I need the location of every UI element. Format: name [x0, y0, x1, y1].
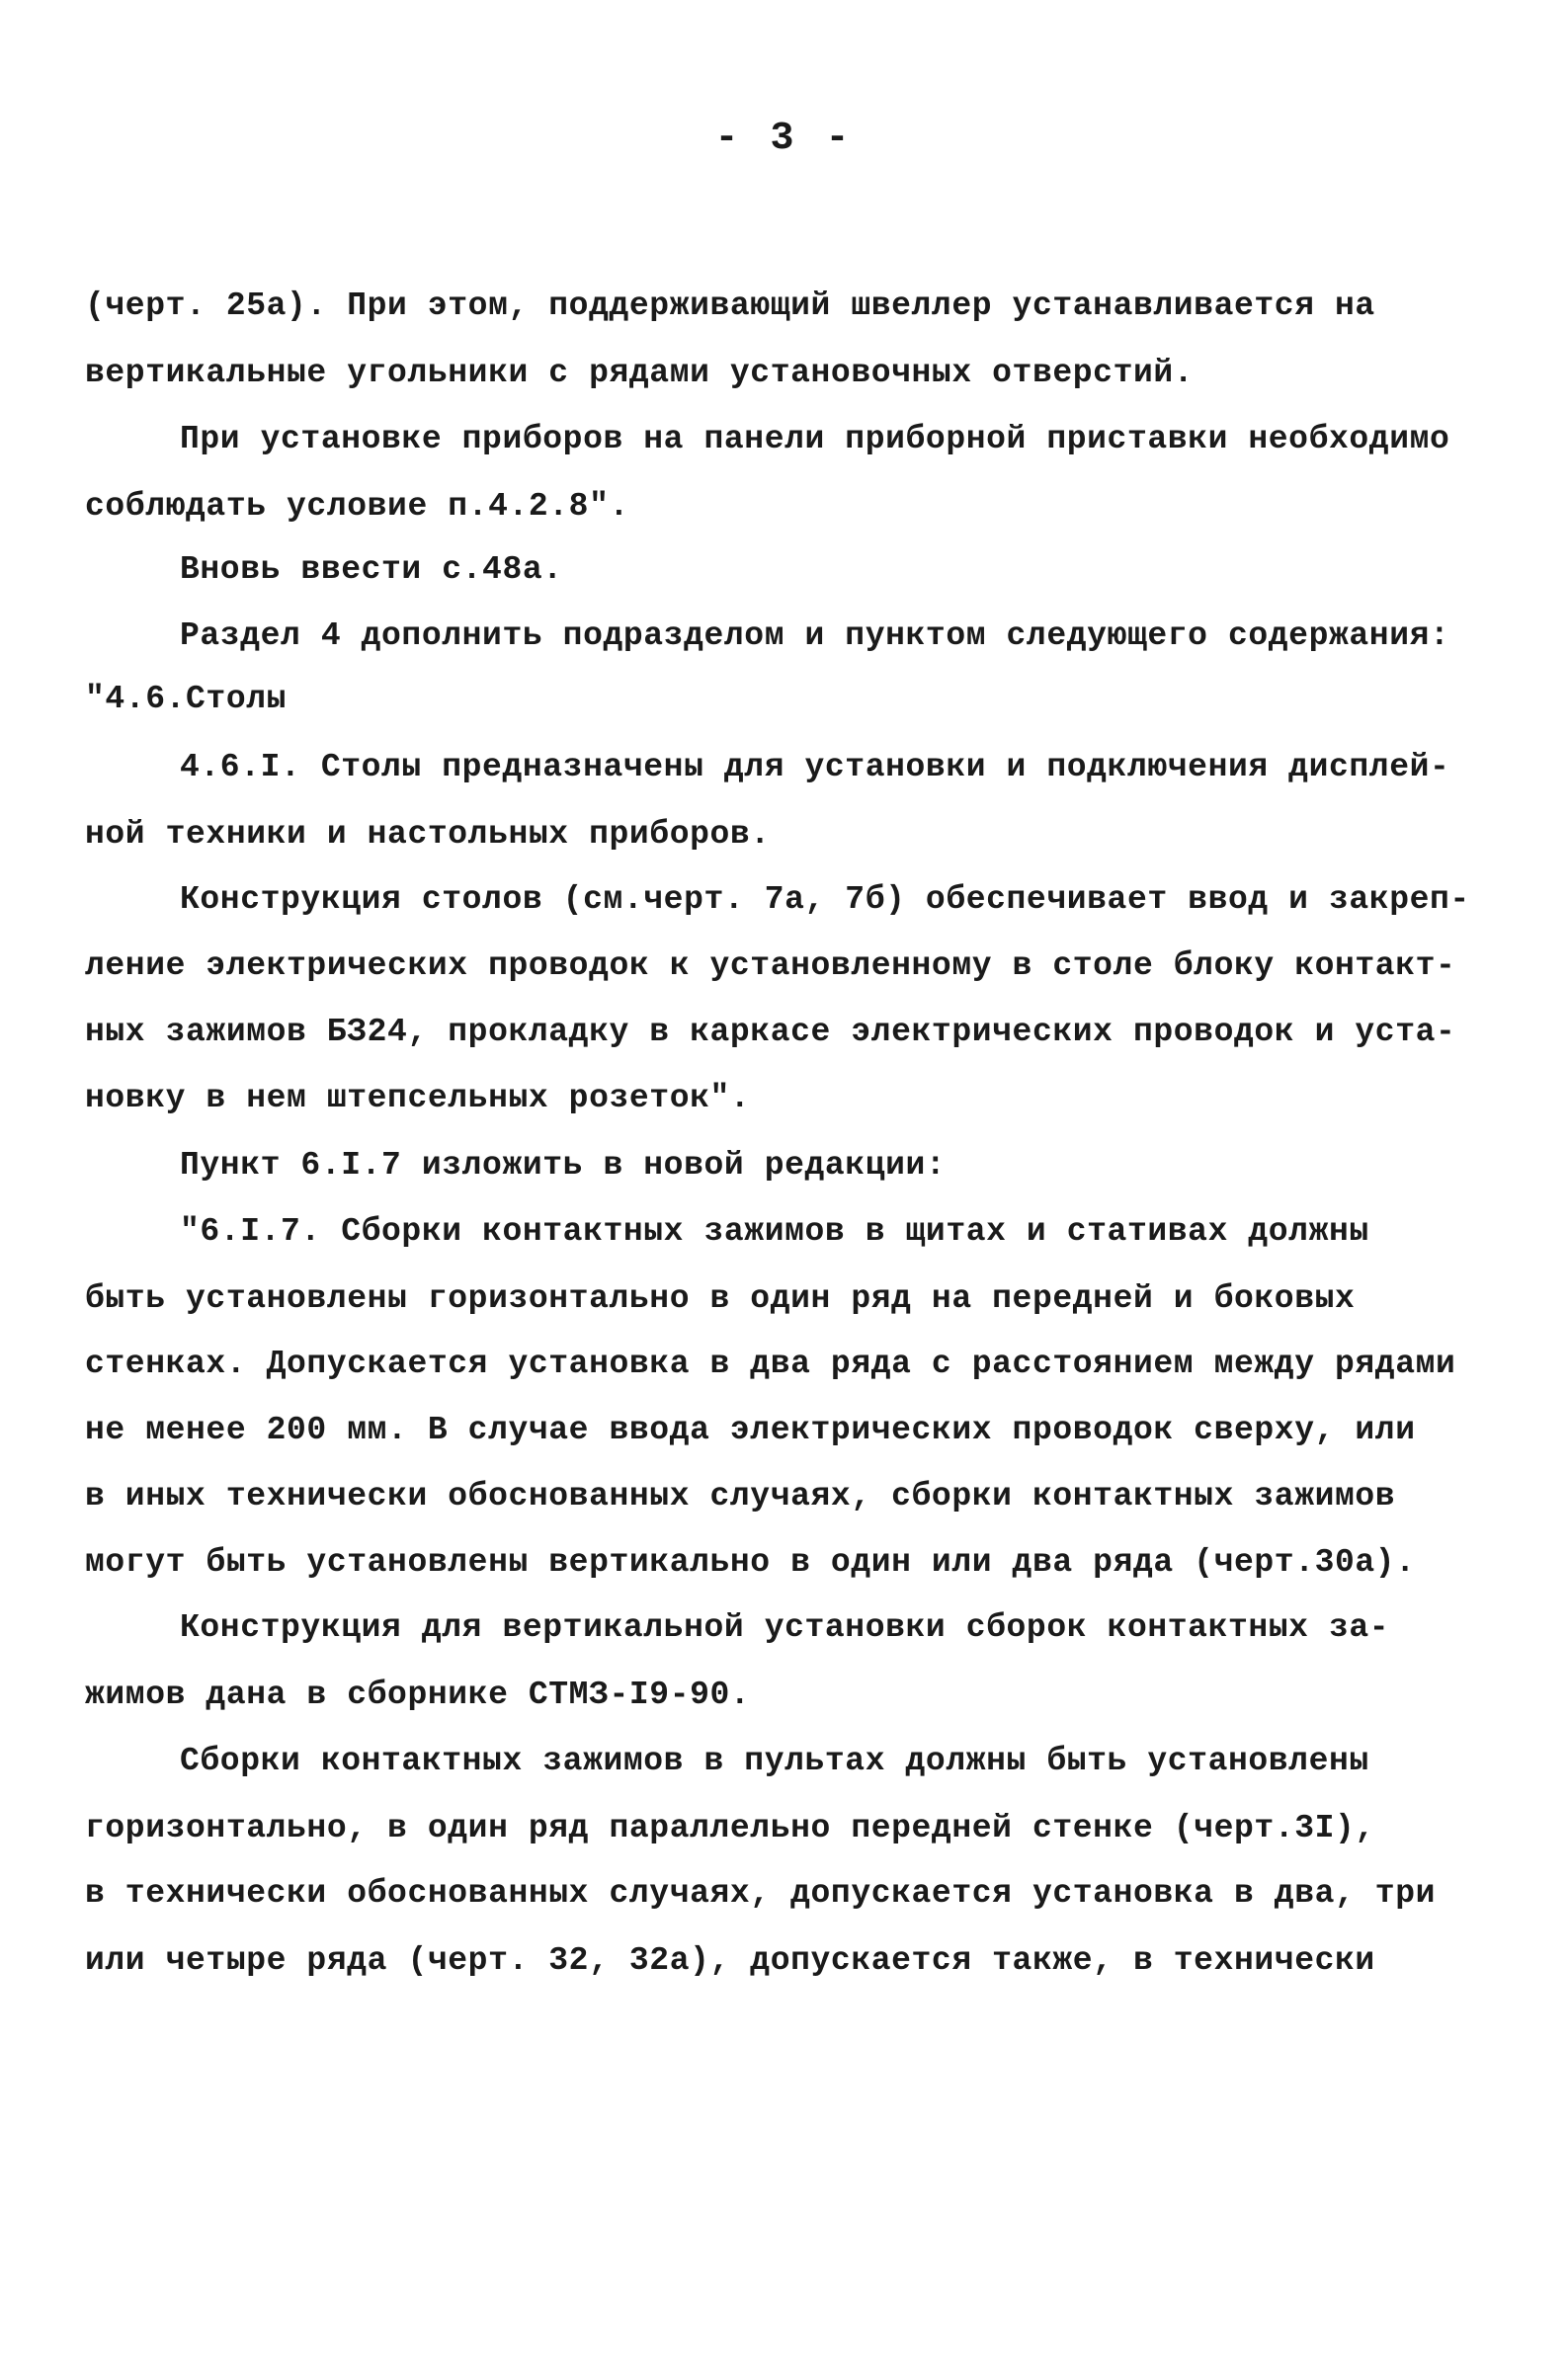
text-line: Вновь ввести с.48а. — [180, 551, 563, 588]
text-line: (черт. 25а). При этом, поддерживающий швеллер устанавливается на — [85, 287, 1375, 324]
text-line: "4.6.Столы — [85, 681, 288, 717]
text-line: жимов дана в сборнике СТМЗ-I9-90. — [85, 1677, 751, 1713]
text-line: ной техники и настольных приборов. — [85, 816, 771, 853]
text-line: Сборки контактных зажимов в пультах должны быть установлены — [180, 1743, 1369, 1779]
text-line: стенках. Допускается установка в два ряда с расстоянием между рядами — [85, 1346, 1456, 1382]
text-line: ных зажимов БЗ24, прокладку в каркасе электрических проводок и уста- — [85, 1014, 1456, 1050]
text-line: могут быть установлены вертикально в один или два ряда (черт.30а). — [85, 1544, 1416, 1581]
text-line: новку в нем штепсельных розеток". — [85, 1080, 751, 1116]
text-line: 4.6.I. Столы предназначены для установки и подключения дисплей- — [180, 749, 1450, 785]
text-line: вертикальные угольники с рядами установочных отверстий. — [85, 355, 1195, 391]
text-line: быть установлены горизонтально в один ряд на передней и боковых — [85, 1280, 1356, 1317]
text-line: или четыре ряда (черт. 32, 32а), допускается также, в технически — [85, 1942, 1375, 1979]
text-line: Конструкция столов (см.черт. 7а, 7б) обеспечивает ввод и закреп- — [180, 881, 1470, 918]
text-line: в технически обоснованных случаях, допускается установка в два, три — [85, 1875, 1437, 1912]
text-line: "6.I.7. Сборки контактных зажимов в щитах и стативах должны — [180, 1213, 1369, 1250]
text-line: При установке приборов на панели приборной приставки необходимо — [180, 421, 1450, 457]
text-line: не менее 200 мм. В случае ввода электрических проводок сверху, или — [85, 1412, 1416, 1448]
text-line: соблюдать условие п.4.2.8". — [85, 488, 629, 525]
page-number: - 3 - — [714, 117, 854, 161]
text-line: в иных технически обоснованных случаях, сборки контактных зажимов — [85, 1478, 1396, 1515]
text-line: Раздел 4 дополнить подразделом и пунктом следующего содержания: — [180, 617, 1450, 654]
text-line: Конструкция для вертикальной установки сборок контактных за- — [180, 1609, 1390, 1646]
text-line: горизонтально, в один ряд параллельно передней стенке (черт.3I), — [85, 1810, 1375, 1846]
text-line: Пункт 6.I.7 изложить в новой редакции: — [180, 1147, 947, 1184]
text-line: ление электрических проводок к установленному в столе блоку контакт- — [85, 947, 1456, 984]
